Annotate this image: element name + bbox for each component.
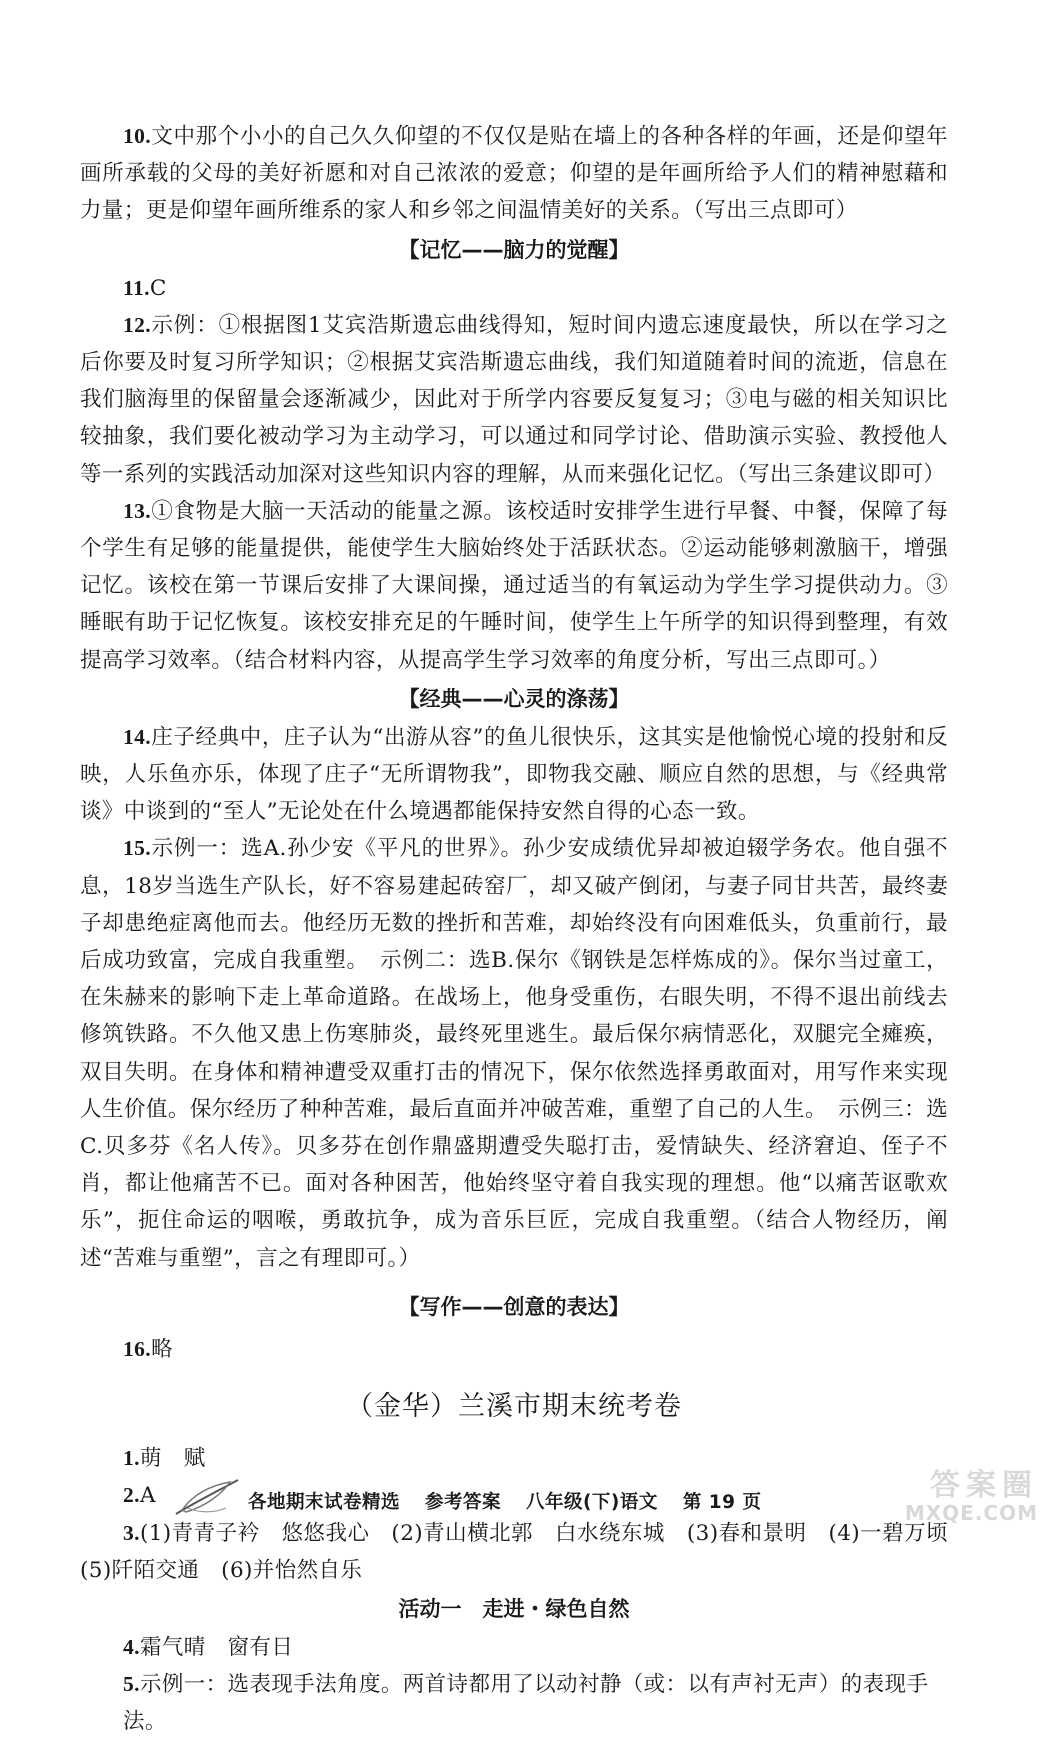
question-number: 5. bbox=[123, 1672, 140, 1697]
question-number: 13. bbox=[123, 498, 152, 523]
feather-logo-icon bbox=[172, 1474, 242, 1522]
watermark bbox=[848, 1470, 1038, 1530]
answer-text: ①食物是大脑一天活动的能量之源。该校适时安排学生进行早餐、中餐，保障了每个学生有足够的能量提供，能使学生大脑始终处于活跃状态。②运动能够刺激脑干，增强记忆。该校在第一节课后安排了大课间操，通过适当的有氧运动为学生学习提供动力。③睡眠有助于记忆恢复。该校安排充足的午睡时间，使学生上午所学的知识得到整理，有效提高学习效率。（结合材料内容，从提高学生学习效率的角度分析，写出三点即可。） bbox=[80, 498, 948, 673]
exam-answer-4 bbox=[80, 1629, 948, 1666]
question-number: 1. bbox=[123, 1446, 140, 1471]
answer-text: 示例一：选A.孙少安《平凡的世界》。孙少安成绩优异却被迫辍学务农。他自强不息，18岁当选生产队长，好不容易建起砖窑厂，却又破产倒闭，与妻子同甘共苦，最终妻子却患绝症离他而去。他经历无数的挫折和苦难，却始终没有向困难低头，负重前行，最后成功致富，完成自我重塑。 示例二：选B.保尔《钢铁是怎样炼成的》。保尔当过童工，在朱赫来的影响下走上革命道路。在战场上，他身受重伤，右眼失明，不得不退出前线去修筑铁路。不久他又患上伤寒肺炎，最终死里逃生。最后保尔病情恶化，双腿完全瘫痪，双目失明。在身体和精神遭受双重打击的情况下，保尔依然选择勇敢面对，用写作来实现人生价值。保尔经历了种种苦难，最后直面并冲破苦难，重塑了自己的人生。 示例三：选C.贝多芬《名人传》。贝多芬在创作鼎盛期遭受失聪打击，爱情缺失、经济窘迫、侄子不肖，都让他痛苦不已。面对各种困苦，他始终坚守着自我实现的理想。他“以痛苦讴歌欢乐”，扼住命运的咽喉，勇敢抗争，成为音乐巨匠，完成自我重塑。（结合人物经历，阐述“苦难与重塑”，言之有理即可。） bbox=[80, 836, 948, 1271]
section-heading-memory: 【记忆——脑力的觉醒】 bbox=[398, 237, 630, 262]
question-number: 14. bbox=[123, 724, 152, 749]
watermark-line1: 答案圈 bbox=[930, 1468, 1038, 1503]
question-number: 12. bbox=[123, 312, 152, 337]
answer-text: 略 bbox=[151, 1336, 173, 1362]
answer-text: 示例：①根据图1艾宾浩斯遗忘曲线得知，短时间内遗忘速度最快，所以在学习之后你要及时复习所学知识；②根据艾宾浩斯遗忘曲线，我们知道随着时间的流逝，信息在我们脑海里的保留量会逐渐减少，因此对于所学内容要反复复习；③电与磁的相关知识比较抽象，我们要化被动学习为主动学习，可以通过和同学讨论、借助演示实验、教授他人等一系列的实践活动加深对这些知识内容的理解，从而来强化记忆。（写出三条建议即可） bbox=[80, 312, 948, 487]
answer-13 bbox=[80, 493, 948, 679]
exam-title: （金华）兰溪市期末统考卷 bbox=[346, 1391, 682, 1423]
question-number: 2. bbox=[123, 1483, 140, 1508]
activity-heading: 活动一 走进・绿色自然 bbox=[398, 1596, 630, 1621]
answer-10 bbox=[80, 118, 948, 230]
exam-answer-5 bbox=[80, 1666, 948, 1740]
footer-page-number: 第 19 页 bbox=[682, 1492, 762, 1513]
answer-text: C bbox=[149, 275, 167, 301]
question-number: 16. bbox=[123, 1336, 152, 1361]
section-heading-writing: 【写作——创意的表达】 bbox=[398, 1294, 630, 1319]
answer-11 bbox=[80, 270, 948, 307]
answer-text: A bbox=[139, 1483, 156, 1509]
page-footer bbox=[0, 1470, 1050, 1530]
watermark-line2: MXQE.COM bbox=[904, 1501, 1038, 1525]
question-number: 3. bbox=[123, 1520, 140, 1545]
section-heading-classics: 【经典——心灵的涤荡】 bbox=[398, 686, 630, 711]
answer-16 bbox=[80, 1331, 948, 1368]
answer-text: 萌 赋 bbox=[139, 1446, 206, 1472]
answer-12 bbox=[80, 307, 948, 493]
question-number: 4. bbox=[123, 1634, 140, 1659]
answer-14 bbox=[80, 719, 948, 831]
answer-text: 霜气晴 窗有日 bbox=[139, 1634, 294, 1660]
answer-text: 庄子经典中，庄子认为“出游从容”的鱼儿很快乐，这其实是他愉悦心境的投射和反映，人乐鱼亦乐，体现了庄子“无所谓物我”，即物我交融、顺应自然的思想，与《经典常谈》中谈到的“至人”无论处在什么境遇都能保持安然自得的心态一致。 bbox=[80, 724, 948, 825]
footer-answers-label: 参考答案 bbox=[424, 1492, 501, 1513]
footer-text bbox=[248, 1488, 779, 1514]
answer-text: 文中那个小小的自己久久仰望的不仅仅是贴在墙上的各种各样的年画，还是仰望年画所承载的父母的美好祈愿和对自己浓浓的爱意；仰望的是年画所给予人们的精神慰藉和力量；更是仰望年画所维系的家人和乡邻之间温情美好的关系。（写出三点即可） bbox=[80, 124, 948, 224]
footer-book-title: 各地期末试卷精选 bbox=[248, 1492, 401, 1513]
question-number: 15. bbox=[123, 836, 152, 861]
footer-grade-subject: 八年级(下)语文 bbox=[525, 1492, 658, 1513]
question-number: 11. bbox=[123, 275, 150, 300]
answer-text: 示例一：选表现手法角度。两首诗都用了以动衬静（或：以有声衬无声）的表现手法。 bbox=[123, 1672, 929, 1735]
answer-text: (1)青青子衿 悠悠我心 (2)青山横北郭 白水绕东城 (3)春和景明 (4)一碧万顷 (5)阡陌交通 (6)并怡然自乐 bbox=[80, 1520, 970, 1583]
question-number: 10. bbox=[123, 124, 152, 148]
answer-15 bbox=[80, 830, 948, 1276]
